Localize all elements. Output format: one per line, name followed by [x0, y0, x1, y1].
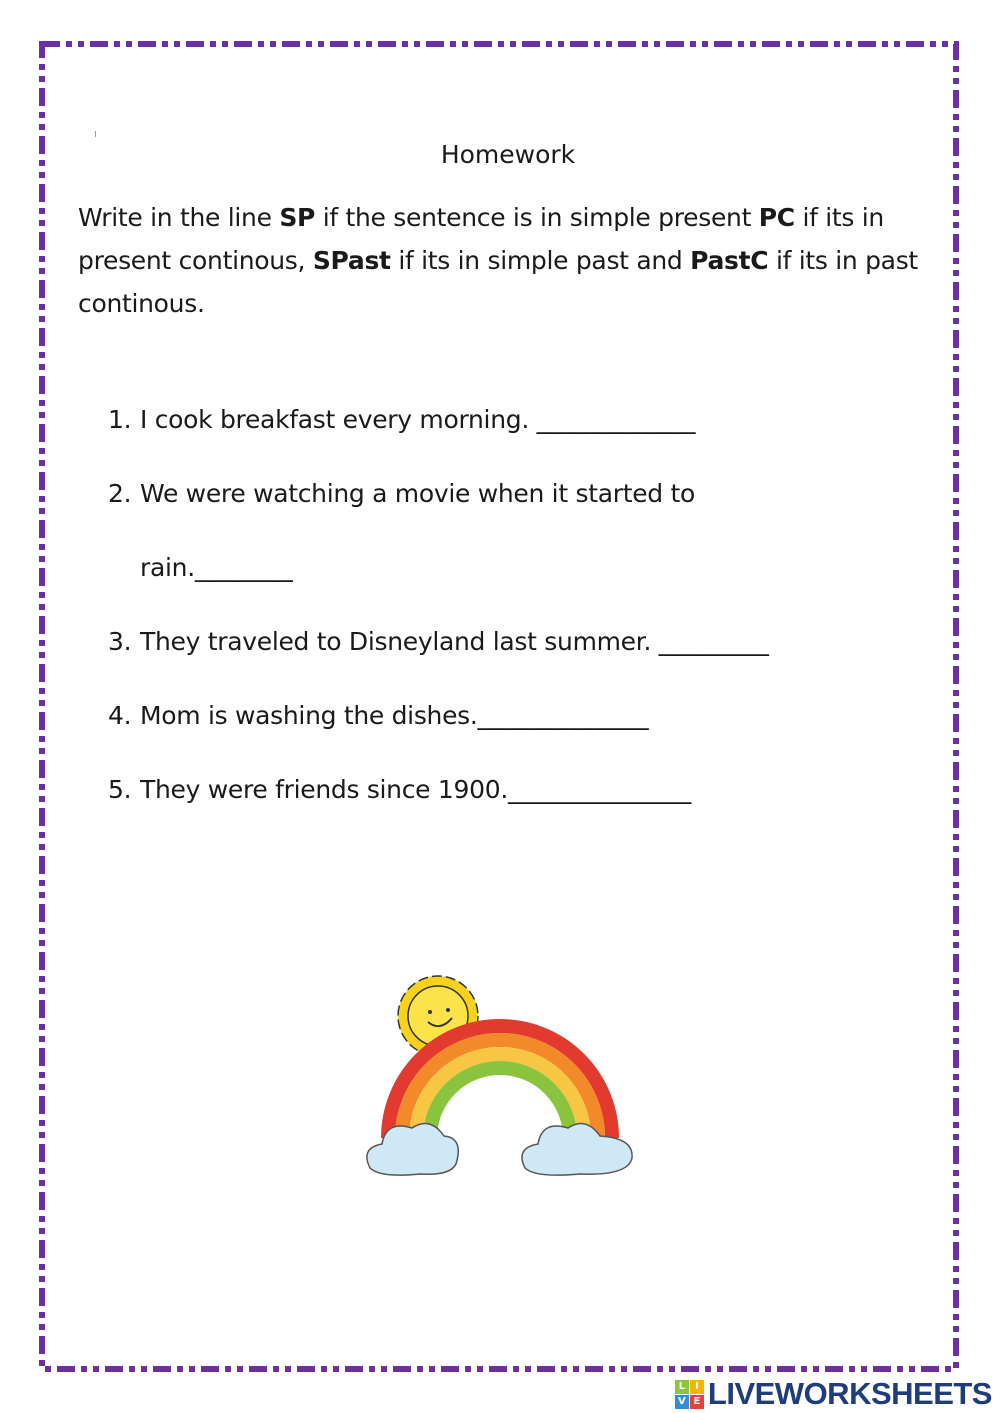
- cloud-icon: [367, 1124, 632, 1176]
- instructions: [78, 196, 938, 325]
- rainbow-sun-illustration: [360, 968, 640, 1183]
- live-badge-icon: [675, 1380, 704, 1409]
- question-text: They traveled to Disneyland last summer.: [140, 627, 659, 656]
- question-number: 4.: [108, 701, 132, 730]
- answer-blank-4[interactable]: ______________: [477, 701, 649, 730]
- instr-code-pc: PC: [758, 203, 795, 232]
- instr-code-spast: SPast: [312, 246, 391, 275]
- logo-text: LIVEWORKSHEETS: [707, 1376, 992, 1411]
- question-text: We were watching a movie when it started to: [140, 479, 695, 508]
- question-number: 5.: [108, 775, 132, 804]
- instr-code-pastc: PastC: [690, 246, 769, 275]
- question-text: I cook breakfast every morning.: [140, 405, 537, 434]
- question-number: 2.: [108, 479, 132, 508]
- answer-blank-5[interactable]: _______________: [507, 775, 691, 804]
- instr-text: if its in present continous,: [78, 203, 884, 275]
- instr-text: if its in past continous.: [78, 246, 918, 318]
- question-text: Mom is washing the dishes.: [140, 701, 478, 730]
- question-number: 1.: [108, 405, 132, 434]
- instr-code-sp: SP: [279, 203, 316, 232]
- badge-letter: I: [690, 1380, 704, 1394]
- worksheet-title: Homework: [440, 140, 576, 169]
- question-number: 3.: [108, 627, 132, 656]
- instr-text: if its in simple past and: [390, 246, 691, 275]
- question-text: rain.: [140, 553, 195, 582]
- instr-text: if the sentence is in simple present: [315, 203, 759, 232]
- question-1: [108, 405, 695, 434]
- badge-letter: E: [690, 1395, 704, 1409]
- question-text: They were friends since 1900.: [140, 775, 508, 804]
- badge-letter: V: [675, 1395, 689, 1409]
- answer-blank-2[interactable]: ________: [194, 553, 293, 582]
- instr-text: Write in the line: [78, 203, 280, 232]
- question-2: [108, 479, 695, 508]
- question-3: [108, 627, 769, 656]
- answer-blank-1[interactable]: _____________: [536, 405, 696, 434]
- liveworksheets-logo: [675, 1376, 992, 1412]
- question-4: [108, 701, 648, 730]
- question-2-cont: [140, 553, 292, 582]
- stray-mark: [95, 131, 96, 137]
- badge-letter: L: [675, 1380, 689, 1394]
- question-5: [108, 775, 691, 804]
- answer-blank-3[interactable]: _________: [658, 627, 769, 656]
